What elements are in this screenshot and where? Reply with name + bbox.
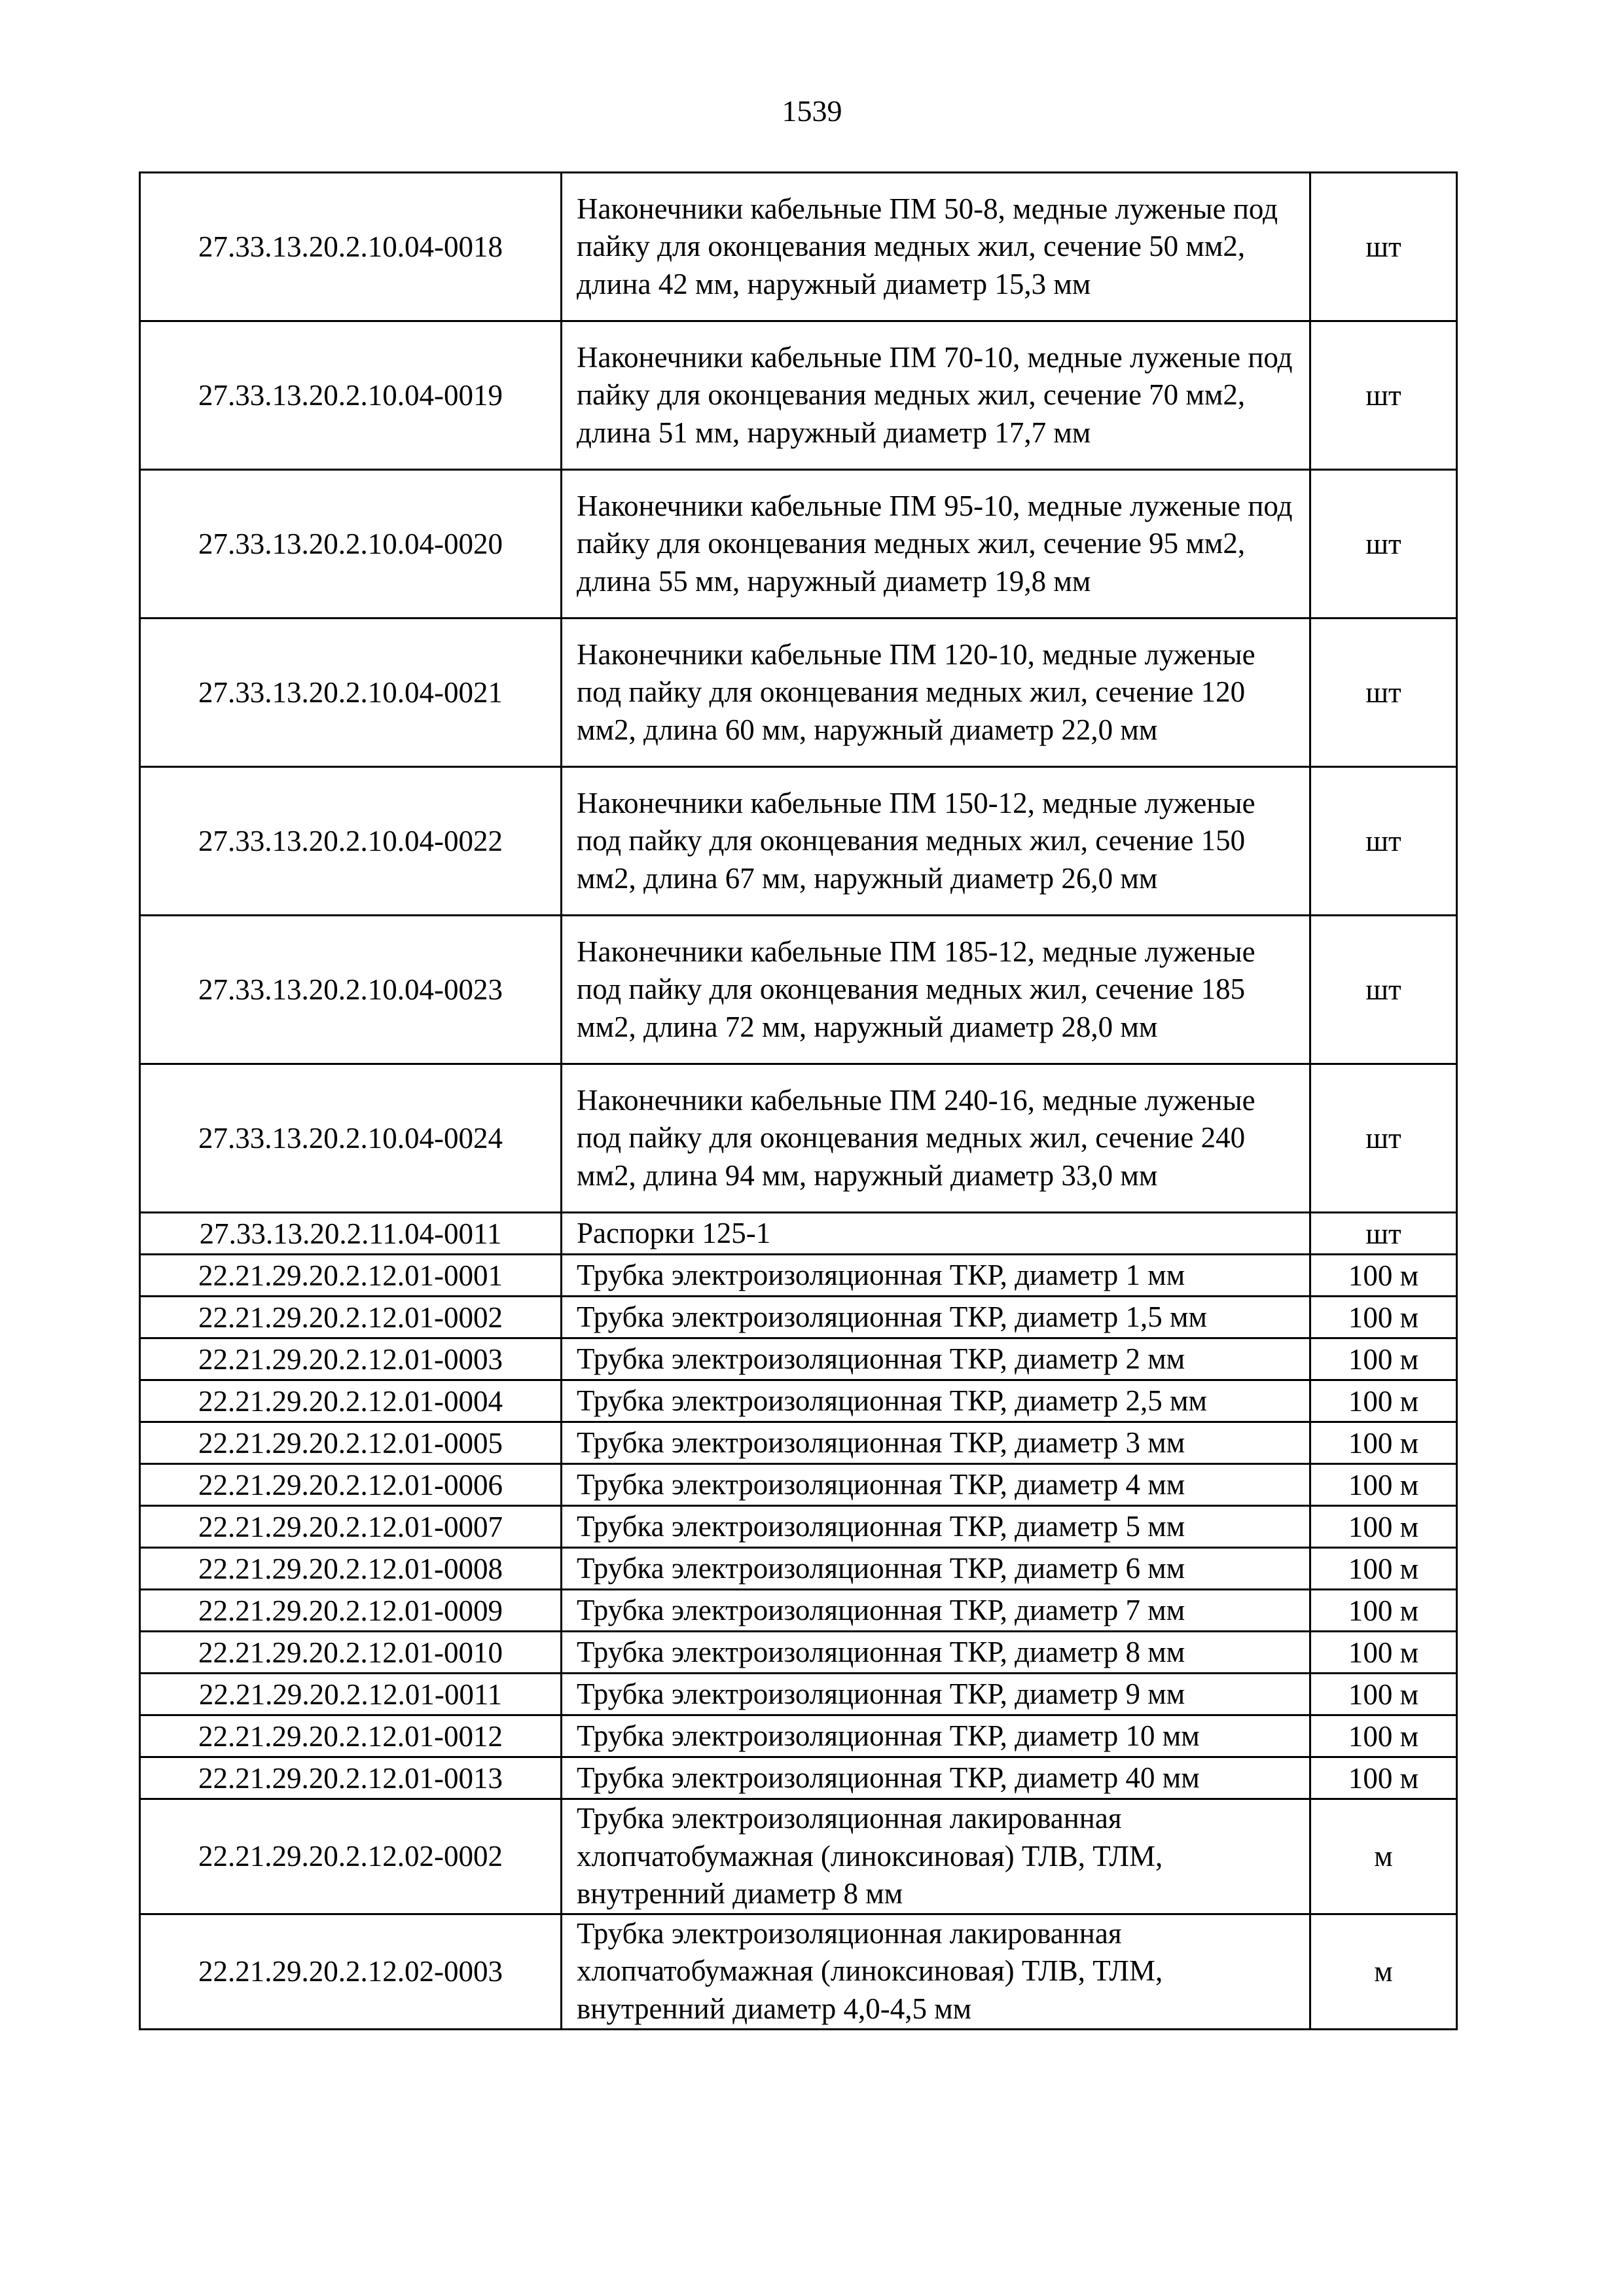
resource-code: 22.21.29.20.2.12.01-0004 <box>140 1380 562 1422</box>
resource-name: Трубка электроизоляционная ТКР, диаметр 10 мм <box>562 1715 1310 1757</box>
table-row <box>140 767 1457 916</box>
resource-unit: 100 м <box>1310 1632 1457 1674</box>
table-row <box>140 1380 1457 1422</box>
resource-name: Трубка электроизоляционная лакированная хлопчатобумажная (линоксиновая) ТЛВ, ТЛМ, внутренний диаметр 4,0-4,5 мм <box>562 1914 1310 2029</box>
resource-name: Трубка электроизоляционная ТКР, диаметр 2,5 мм <box>562 1380 1310 1422</box>
resource-code: 27.33.13.20.2.10.04-0022 <box>140 767 562 916</box>
resource-name: Трубка электроизоляционная ТКР, диаметр 5 мм <box>562 1506 1310 1548</box>
table-row <box>140 1590 1457 1632</box>
resource-name: Трубка электроизоляционная ТКР, диаметр 9 мм <box>562 1674 1310 1715</box>
table-row <box>140 916 1457 1064</box>
resource-name: Наконечники кабельные ПМ 240-16, медные луженые под пайку для оконцевания медных жил, сечение 240 мм2, длина 94 мм, наружный диаметр 33,0 мм <box>562 1064 1310 1213</box>
resource-unit: шт <box>1310 916 1457 1064</box>
resource-name: Трубка электроизоляционная ТКР, диаметр 6 мм <box>562 1548 1310 1590</box>
table-row <box>140 1799 1457 1914</box>
resource-code: 22.21.29.20.2.12.01-0006 <box>140 1464 562 1506</box>
resource-code: 22.21.29.20.2.12.01-0011 <box>140 1674 562 1715</box>
resource-unit: 100 м <box>1310 1715 1457 1757</box>
resource-code: 27.33.13.20.2.10.04-0018 <box>140 173 562 321</box>
resource-unit: шт <box>1310 1213 1457 1255</box>
resource-code: 22.21.29.20.2.12.01-0007 <box>140 1506 562 1548</box>
resource-name: Наконечники кабельные ПМ 95-10, медные луженые под пайку для оконцевания медных жил, сечение 95 мм2, длина 55 мм, наружный диаметр 19,8 мм <box>562 470 1310 619</box>
resource-name: Трубка электроизоляционная лакированная хлопчатобумажная (линоксиновая) ТЛВ, ТЛМ, внутренний диаметр 8 мм <box>562 1799 1310 1914</box>
resource-unit: шт <box>1310 619 1457 767</box>
table-row <box>140 1506 1457 1548</box>
resource-code: 27.33.13.20.2.10.04-0023 <box>140 916 562 1064</box>
resource-unit: 100 м <box>1310 1297 1457 1338</box>
resource-unit: м <box>1310 1799 1457 1914</box>
resource-unit: 100 м <box>1310 1548 1457 1590</box>
resource-unit: шт <box>1310 470 1457 619</box>
resource-name: Трубка электроизоляционная ТКР, диаметр 8 мм <box>562 1632 1310 1674</box>
resource-name: Наконечники кабельные ПМ 120-10, медные луженые под пайку для оконцевания медных жил, сечение 120 мм2, длина 60 мм, наружный диаметр 22,0 мм <box>562 619 1310 767</box>
resource-name: Трубка электроизоляционная ТКР, диаметр 4 мм <box>562 1464 1310 1506</box>
resource-table <box>139 171 1458 2030</box>
resource-code: 22.21.29.20.2.12.01-0013 <box>140 1757 562 1799</box>
resource-code: 22.21.29.20.2.12.01-0009 <box>140 1590 562 1632</box>
resource-code: 27.33.13.20.2.10.04-0024 <box>140 1064 562 1213</box>
resource-unit: 100 м <box>1310 1506 1457 1548</box>
table-row <box>140 1632 1457 1674</box>
resource-code: 22.21.29.20.2.12.02-0002 <box>140 1799 562 1914</box>
resource-code: 22.21.29.20.2.12.01-0001 <box>140 1255 562 1297</box>
resource-code: 27.33.13.20.2.10.04-0020 <box>140 470 562 619</box>
table-row <box>140 321 1457 470</box>
resource-code: 27.33.13.20.2.10.04-0021 <box>140 619 562 767</box>
table-row <box>140 1674 1457 1715</box>
table-row <box>140 470 1457 619</box>
page-number: 1539 <box>782 94 842 128</box>
resource-unit: шт <box>1310 767 1457 916</box>
resource-name: Наконечники кабельные ПМ 185-12, медные луженые под пайку для оконцевания медных жил, сечение 185 мм2, длина 72 мм, наружный диаметр 28,0 мм <box>562 916 1310 1064</box>
resource-name: Наконечники кабельные ПМ 50-8, медные луженые под пайку для оконцевания медных жил, сечение 50 мм2, длина 42 мм, наружный диаметр 15,3 мм <box>562 173 1310 321</box>
resource-code: 22.21.29.20.2.12.01-0010 <box>140 1632 562 1674</box>
resource-unit: шт <box>1310 173 1457 321</box>
table-row <box>140 1064 1457 1213</box>
resource-unit: шт <box>1310 321 1457 470</box>
resource-unit: 100 м <box>1310 1590 1457 1632</box>
resource-unit: 100 м <box>1310 1422 1457 1464</box>
table-row <box>140 1548 1457 1590</box>
resource-name: Наконечники кабельные ПМ 70-10, медные луженые под пайку для оконцевания медных жил, сечение 70 мм2, длина 51 мм, наружный диаметр 17,7 мм <box>562 321 1310 470</box>
resource-unit: 100 м <box>1310 1380 1457 1422</box>
resource-name: Трубка электроизоляционная ТКР, диаметр 1 мм <box>562 1255 1310 1297</box>
table-row <box>140 1715 1457 1757</box>
resource-unit: м <box>1310 1914 1457 2029</box>
resource-code: 22.21.29.20.2.12.01-0002 <box>140 1297 562 1338</box>
resource-unit: 100 м <box>1310 1674 1457 1715</box>
resource-code: 22.21.29.20.2.12.01-0005 <box>140 1422 562 1464</box>
resource-name: Трубка электроизоляционная ТКР, диаметр 40 мм <box>562 1757 1310 1799</box>
resource-code: 27.33.13.20.2.10.04-0019 <box>140 321 562 470</box>
table-row <box>140 1338 1457 1380</box>
resource-name: Трубка электроизоляционная ТКР, диаметр 7 мм <box>562 1590 1310 1632</box>
table-row <box>140 619 1457 767</box>
resource-code: 22.21.29.20.2.12.01-0003 <box>140 1338 562 1380</box>
resource-unit: 100 м <box>1310 1464 1457 1506</box>
resource-name: Распорки 125-1 <box>562 1213 1310 1255</box>
resource-code: 22.21.29.20.2.12.02-0003 <box>140 1914 562 2029</box>
table-row <box>140 1213 1457 1255</box>
resource-code: 27.33.13.20.2.11.04-0011 <box>140 1213 562 1255</box>
resource-name: Трубка электроизоляционная ТКР, диаметр 2 мм <box>562 1338 1310 1380</box>
resource-name: Наконечники кабельные ПМ 150-12, медные луженые под пайку для оконцевания медных жил, сечение 150 мм2, длина 67 мм, наружный диаметр 26,0 мм <box>562 767 1310 916</box>
resource-unit: 100 м <box>1310 1338 1457 1380</box>
table-row <box>140 1757 1457 1799</box>
resource-unit: 100 м <box>1310 1255 1457 1297</box>
table-row <box>140 1464 1457 1506</box>
resource-name: Трубка электроизоляционная ТКР, диаметр 1,5 мм <box>562 1297 1310 1338</box>
resource-code: 22.21.29.20.2.12.01-0008 <box>140 1548 562 1590</box>
table-row <box>140 173 1457 321</box>
resource-unit: шт <box>1310 1064 1457 1213</box>
resource-code: 22.21.29.20.2.12.01-0012 <box>140 1715 562 1757</box>
table-row <box>140 1422 1457 1464</box>
table-row <box>140 1914 1457 2029</box>
table-row <box>140 1255 1457 1297</box>
resource-name: Трубка электроизоляционная ТКР, диаметр 3 мм <box>562 1422 1310 1464</box>
resource-unit: 100 м <box>1310 1757 1457 1799</box>
table-row <box>140 1297 1457 1338</box>
